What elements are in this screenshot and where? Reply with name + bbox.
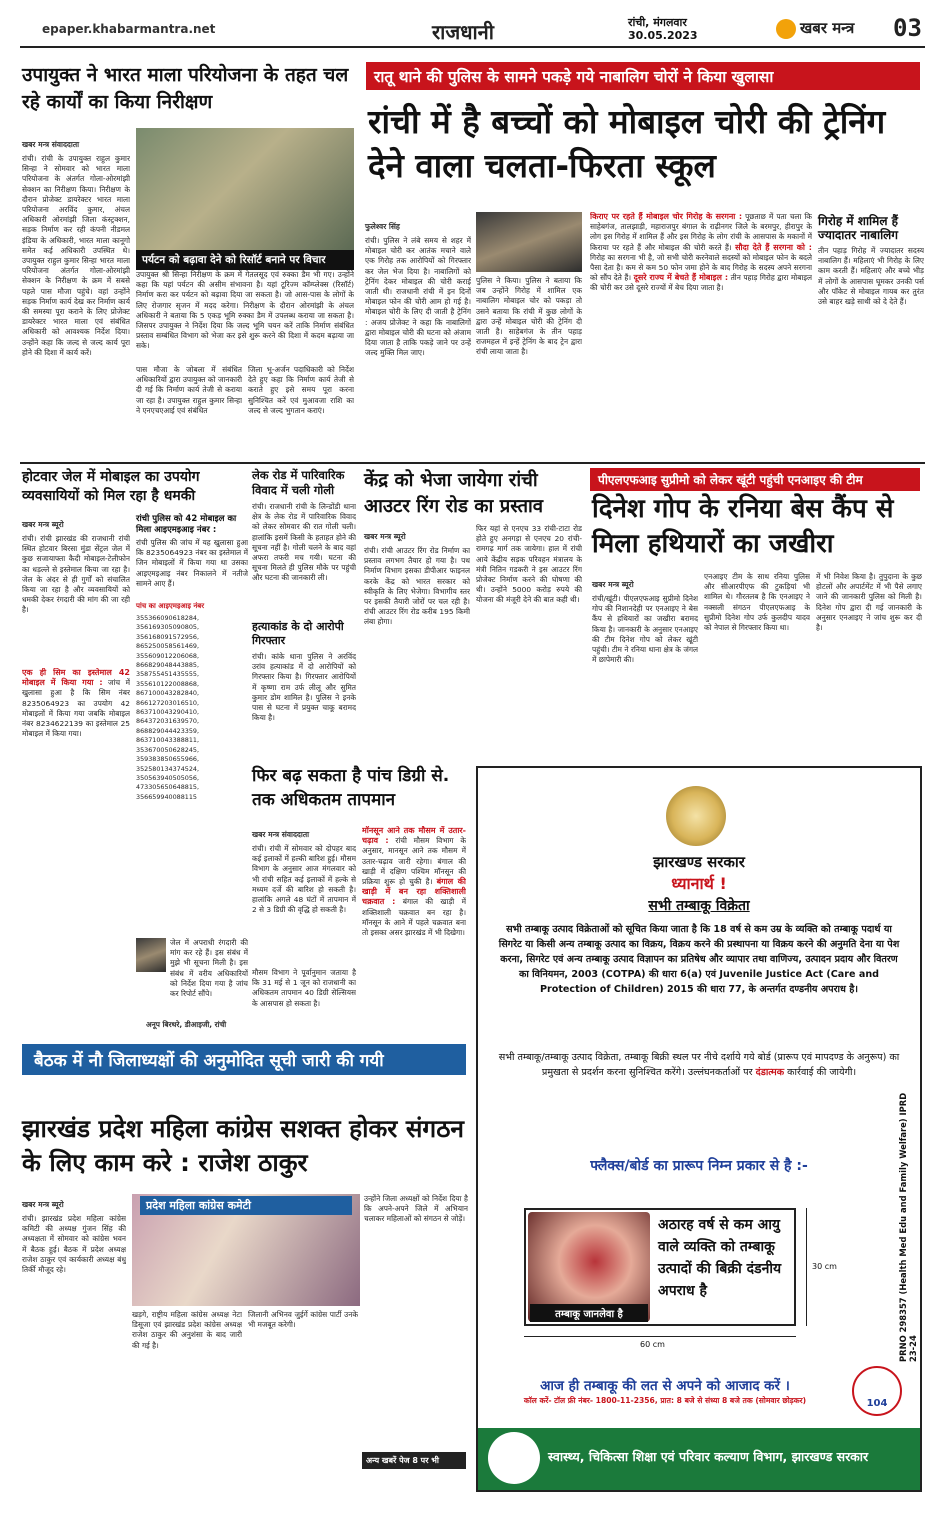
story3-body2: जांच में खुलासा हुआ है कि सिम नंबर 8235064923 का उपयोग 42 मोबाइलों में किया गया जबकि मोबाइल नंबर 8234622139 का इस्तेमाल 25 मोबाइल में किया गया। (22, 678, 130, 739)
story3-imei-list: 355366090618284, 356169305090805, 356168091572956, 865250058561469, 355609012206068, 866829048443885, 358755451435555, 355610122008868, 867100043282840, 866127203016510, 863710043290410, 864372031639570, 868829044423359, 863710043388811, 353670050628245, 359383850655966, 352580134374524, 350563940505056, 473305650648815, 356659940088115 (136, 614, 200, 801)
story7-col3-kicker: मॉनसून आने तक मौसम में उतार-चढ़ाव : (362, 826, 466, 846)
story4-body: रांची। राजधानी रांची के लिन्डोंडी थाना क्षेत्र के लेक रोड में पारिवारिक विवाद को लेकर सोमवार की रात गोली चली। हालांकि इसमें किसी के हताहत होने की सूचना नहीं है। गोली चलने के बाद वहां अफरा तफरी मच गयी। घटना की सूचना मिलते ही पुलिस मौके पर पहुंची और घटना की जानकारी ली। (252, 502, 356, 583)
story3-headline[interactable]: होटवार जेल में मोबाइल का उपयोग व्यवसायियों को मिल रहा है धमकी (22, 469, 200, 504)
story2-col3-kicker2: सौदा देते हैं सरगना को : (735, 242, 812, 252)
story3-body: रांची। रांची झारखंड की राजधानी रांची स्थित होटवार बिरसा मुंडा सेंट्रल जेल में कुछ सजायाफ्ता कैदी मोबाइल-टेलीफोन का धड़ल्ले से इस्तेमाल किया जा रहा है। जेल के अंदर से ही गुर्गों को संचालित किया जा रहा है और व्यवसायियों को धमकी देकर रंगदारी की मांग की जा रही है। (22, 534, 130, 615)
story3-byline: खबर मन्त्र ब्यूरो (22, 520, 64, 529)
story1-photo-caption: पर्यटन को बढ़ावा देने को रिसॉर्ट बनाने पर विचार (136, 250, 354, 270)
dateline (628, 16, 698, 42)
story8-body: रांची। झारखंड प्रदेश महिला कांग्रेस कमिटी की अध्यक्ष गुंजन सिंह की अध्यक्षता में सोमवार को कांग्रेस भवन में बैठक हुई। बैठक में प्रदेश अध्यक्ष राजेश ठाकुर एवं कार्यकारी अध्यक्ष बंधु तिर्की मौजूद रहे। (22, 1214, 126, 1275)
story2-headline[interactable]: रांची में है बच्चों को मोबाइल चोरी की ट्रेनिंग देने वाला चलता-फिरता स्कूल (368, 102, 886, 185)
story4-sub-headline: हत्याकांड के दो आरोपी गिरफ्तार (252, 620, 344, 647)
story6-col2: एनआइए टीम के साथ रनिया पुलिस और सीआरपीएफ की टुकड़ियां भी शामिल थे। गौरतलब है कि एनआइए ने नक्सली संगठन पीएलएफआइ के सुप्रीमो दिनेश गोप उर्फ कुलदीप यादव को नेपाल से गिरफ्तार किया था। (704, 572, 810, 633)
story5-byline: खबर मन्त्र ब्यूरो (364, 532, 406, 541)
story5-col2: फिर यहां से एनएच 33 रांची-टाटा रोड होते हुए अनगड़ा से एनएच 20 रांची-रामगढ़ मार्ग तक जायेगा। हाल में रांची आये केंद्रीय सड़क परिवहन मंत्रालय के मंत्री नितिन गडकरी ने इस आउटर रिंग प्रोजेक्ट निर्माण करने की घोषणा की थी। उन्होंने 5000 करोड़ रुपये की योजना की मंजूरी देने की बात कही थी। (476, 524, 582, 605)
story7-col1: रांची। रांची में सोमवार को दोपहर बाद कई इलाकों में हल्की बारिश हुई। मौसम विभाग के अनुसार आज मंगलवार को भी रांची सहित कई इलाकों में हल्के से मध्यम दर्जे की बारिश हो सकती है। हालांकि अगले 48 घंटों में तापमान में 2 से 3 डिग्री की वृद्धि हो सकती है। (252, 844, 356, 915)
story5-headline[interactable]: केंद्र को भेजा जायेगा रांची आउटर रिंग रोड का प्रस्ताव (364, 470, 544, 517)
story3-body2-wrap (22, 668, 130, 1048)
story3-box-body: रांची पुलिस की जांच में यह खुलासा हुआ कि 8235064923 नंबर का इस्तेमाल में जिन मोबाइलों में किया गया था उसका आइएमइआइ नंबर निकालने में नतीजे सामने आए हैं। (136, 538, 248, 588)
ad-prno: PRNO 298357 (Health Med Edu and Family Welfare) IPRD 23-24 (898, 1092, 918, 1362)
story8-photo-banner: प्रदेश महिला कांग्रेस कमेटी (140, 1196, 352, 1215)
story3-notice-sign: अनूप बिरथरे, डीआइजी, रांची (146, 1020, 227, 1029)
ad-dim-height-line (806, 1208, 807, 1326)
jharkhand-seal-icon (666, 786, 726, 846)
section-title: राजधानी (432, 20, 494, 44)
ad-dept: स्वास्थ्य, चिकित्सा शिक्षा एवं परिवार कल्याण विभाग, झारखण्ड सरकार (478, 1428, 920, 1490)
health-mission-logo-icon (488, 1432, 540, 1484)
ad-para2-red: दंडात्मक (755, 1067, 785, 1078)
ad-audience: सभी तम्बाकू विक्रेता (648, 898, 750, 914)
story2-side-body: तीन पहाड़ गिरोह में ज्यादातर सदस्य नाबालिग हैं। महिलाएं भी गिरोह के लिए काम करती हैं। महिलाएं और बच्चे भीड़ में लोगों के आसपास घूमकर उनकी पर्स और पॉकेट से मोबाइल गायब कर तुरंत उसे बाहर खड़े साथी को दे देते हैं। (818, 246, 924, 307)
ad-board-text: अठारह वर्ष से कम आयु वाले व्यक्ति को तम्बाकू उत्पादों की बिक्री दंडनीय अपराध है (658, 1217, 782, 1299)
story2-col3b-text: गिरोह का सरगना भी है, जो सभी चोरी करनेवाले सदस्यों को मोबाइल फोन के बदले पैसा देता है। कम से कम 50 फोन जमा होने के बाद गिरोह के सदस्य अपने सरगना को सौंप देते हैं। (590, 252, 812, 283)
story2-col2: पुलिस ने किया। पुलिस ने बताया कि जब उन्होंने गिरोह में शामिल एक नाबालिग मोबाइल चोर को पकड़ा तो उसने बताया कि रांची में कुछ लोगों के द्वारा उन्हें मोबाइल चोरी की ट्रेनिंग दी जाती है। साहेबगंज के तीन पहाड़ राजमहल में इन्हें ट्रेनिंग के बाद ट्रेन द्वारा रांची लाया जाता है। (476, 276, 582, 357)
story1-body3: पास मौजा के जोबला में संबंधित अधिकारियों द्वारा उपायुक्त को जानकारी दी गई कि निर्माण कार्य तेजी से कराया जा रहा है। उपायुक्त राहुल कुमार सिन्हा ने एनएचएआई एवं संबंधित (136, 365, 242, 415)
story4-sub-body: रांची। कांके थाना पुलिस ने अरविंद उरांव हत्याकांड में दो आरोपियों को गिरफ्तार किया है। गिरफ्तार आरोपियों में कृष्णा राम उर्फ लीलू और सुमित कुमार डोम शामिल है। पुलिस ने इनके पास से घटना में प्रयुक्त चाकू बरामद किया है। (252, 652, 356, 723)
ad-slogan: आज ही तम्बाकू की लत से अपने को आजाद करें । (540, 1378, 790, 1394)
story3-subhead: एक ही सिम का इस्तेमाल 42 मोबाइल में किया गया : (22, 668, 130, 688)
story6-headline[interactable]: दिनेश गोप के रनिया बेस कैंप से मिला हथियारों का जखीरा (592, 494, 894, 559)
story1-photo (136, 128, 354, 250)
story2-kicker: रातू थाने की पुलिस के सामने पकड़े गये नाबालिग चोरों ने किया खुलासा (366, 62, 920, 90)
story4-headline[interactable]: लेक रोड में पारिवारिक विवाद में चली गोली (252, 468, 345, 497)
story2-col3 (590, 212, 812, 458)
story1-headline[interactable]: उपायुक्त ने भारत माला परियोजना के तहत चल रहे कार्यों का किया निरीक्षण (22, 64, 349, 113)
site-url[interactable]: epaper.khabarmantra.net (42, 22, 216, 36)
ad-dim-width-line (524, 1336, 796, 1337)
story6-byline: खबर मन्त्र ब्यूरो (592, 580, 634, 589)
ad-board-tag: तम्बाकू जानलेवा है (530, 1304, 648, 1322)
ad-para1: सभी तम्बाकू उत्पाद विक्रेताओं को सूचित किया जाता है कि 18 वर्ष से कम उम्र के व्यक्ति को तम्बाकू पदार्थ या सिगरेट या किसी अन्य तम्बाकू उत्पाद का विक्रय, विक्रय करने की प्रस्थापना या विक्रय करने की अनुमति देना या पेश करना, सिगरेट एवं अन्य तम्बाकू उत्पाद विज्ञापन का प्रतिषेध और व्यापार तथा वाणिज्य, उत्पादन प्रदाय और वितरण का विनियमन, 2003 (COTPA) की धारा 6(a) एवं Juvenile Justice Act (Care and Protection of Children) 2015 की धारा 77, के अन्तर्गत दण्डनीय अपराध है। (498, 924, 900, 995)
issue-date: 30.05.2023 (628, 29, 698, 42)
story8-byline: खबर मन्त्र ब्यूरो (22, 1200, 64, 1209)
story3-box-head: रांची पुलिस को 42 मोबाइल का मिला आइएमइआइ नंबर : (136, 514, 237, 535)
ad-board-heading: फ्लैक्स/बोर्ड का प्रारूप निम्न प्रकार से है :- (590, 1158, 808, 1174)
story2-side-headline: गिरोह में शामिल हैं ज्यादातर नाबालिग (818, 214, 899, 242)
story3-imei-label: पांच का आइएमइआइ नंबर (136, 602, 205, 610)
story5-col1: रांची। रांची आउटर रिंग रोड निर्माण का प्रस्ताव लगभग तैयार हो गया है। पथ निर्माण विभाग इसका डीपीआर फाइनल करके केंद्र को भारत सरकार को स्वीकृति के लिए भेजेगा। विभागीय स्तर पर इसकी तैयारी जोरों पर चल रही है। रांची आउटर रिंग रोड करीब 195 किमी लंबा होगा। (364, 546, 470, 627)
story6-kicker: पीएलएफआइ सुप्रीमो को लेकर खूंटी पहुंची एनआइए की टीम (590, 468, 920, 491)
story1-body: रांची। रांची के उपायुक्त राहुल कुमार सिन्हा ने सोमवार को भारत माला परियोजना के अंतर्गत गोला-ओरमांझी सेक्शन का निरीक्षण किया। निरीक्षण के दौरान प्रोजेक्ट डायरेक्टर भारत माला परियोजना अरविंद कुमार, अंचल अधिकारी ओरमांझी जिला कंस्ट्रक्शन, सड़क निर्माण कर रही कंपनी नीडमल इंडिया के अधिकारी, भारत माला कानूगो समेत कई अधिकारी उपस्थित थे। उपायुक्त राहुल कुमार सिन्हा भारत माला परियोजना अंतर्गत गोला-ओरमांझी सेक्शन के निरीक्षण के क्रम में सबसे पहले पास मौजा पहुंचे। वहां उन्होंने सड़क निर्माण कार्य देख कर निर्माण कार्य की समस्या पूरा कराने के लिए प्रोजेक्ट डायरेक्टर भारत माला एवं संबंधित अधिकारी को आवश्यक निर्देश दिया। उन्होंने कहा कि जल्द से जल्द कार्य पूरा होने की दिशा में कार्य करें। (22, 154, 130, 357)
story1-body4: जिला भू-अर्जन पदाधिकारी को निर्देश देते हुए कहा कि निर्माण कार्य तेजी से कराते हुए इसे समय पूरा करना सुनिश्चित करें एवं मुआवजा राशि का जल्द से जल्द भुगतान कराएं। (248, 365, 354, 415)
helpline-icon (852, 1366, 902, 1416)
story7-byline: खबर मन्त्र संवाददाता (252, 830, 310, 839)
story7-col3 (362, 826, 466, 1032)
story2-col3-text: पूछताछ में पता चला कि साहेबगंज, तालझाड़ी, महाराजपुर बंगाल के राढ़ीनगर जिले के बरमपुर, हीरापुर के लोग इस गिरोह में शामिल हैं और इस गिरोह के लोग रांची के आसपास के मकानों में किराया पर रहते हैं और मोबाइल की चोरी करते हैं। (590, 212, 812, 252)
story6-col1: रांची/खूंटी। पीएलएफआइ सुप्रीमो दिनेश गोप की निशानदेही पर एनआइए ने बेस कैंप से हथियारों का जखीरा बरामद किया है। जानकारी के अनुसार एनआइए की टीम दिनेश गोप को लेकर खूंटी पहुंची। टीम ने रनिया थाना क्षेत्र के जंगल में छापेमारी की। (592, 594, 698, 665)
divider-1 (20, 462, 925, 464)
story7-col2: मौसम विभाग ने पूर्वानुमान जताया है कि 31 मई से 1 जून को राजधानी का अधिकतम तापमान 40 डिग्री सेल्सियस के आसपास हो सकता है। (252, 968, 356, 1008)
story7-col3-text: रांची मौसम विभाग के अनुसार, मानसून आने तक मौसम में उतार-चढ़ाव जारी रहेगा। बंगाल की खाड़ी में दक्षिण पश्चिम मॉनसून की प्रक्रिया शुरू हो चुकी है। (362, 836, 466, 887)
story2-col1: रांची। पुलिस ने लंबे समय से शहर में मोबाइल चोरी कर आतंक मचाने वाले एक गिरोह तक आरोपियों को गिरफ्तार कर जेल भेज दिया है। नाबालिगों को ट्रेनिंग देकर मोबाइल की चोरी कराई जाती थी। राजधानी रांची में इन दिनों मोबाइल फोन की चोरी आम हो गई है। मोबाइल चोरी के लिए दी जाती है ट्रेनिंग : अजय प्रोजेक्ट ने कहा कि नाबालिगों द्वारा मोबाइल चोरी की घटना को अंजाम दिया जाता है ताकि पकड़े जाने पर उन्हें जल्द मुक्ति मिल जाए। (365, 236, 471, 358)
story8-headline[interactable]: झारखंड प्रदेश महिला कांग्रेस सशक्त होकर संगठन के लिए काम करे : राजेश ठाकुर (22, 1114, 465, 1177)
story2-photo (476, 212, 582, 272)
brand-logo-icon (776, 19, 796, 39)
ad-para2-text: सभी तम्बाकू/तम्बाकू उत्पाद विक्रेता, तम्बाकू बिक्री स्थल पर नीचे दर्शाये गये बोर्ड (प्रारूप एवं मापदण्ड के अनुरूप) का प्रमुखता से प्रदर्शन करना सुनिश्चित करेंगे। उल्लंघनकर्ताओं पर (498, 1052, 900, 1078)
ad-attention: ध्यानार्थ ! (671, 874, 727, 893)
story7-col3-kicker2: बंगाल की खाड़ी में बन रहा शक्तिशाली चक्रवात : (362, 877, 466, 907)
story2-col3-kicker: किराए पर रहते हैं मोबाइल चोर गिरोह के सरगना : (590, 212, 743, 221)
page-number: 03 (893, 14, 922, 42)
story2-byline: फुलेश्वर सिंह (365, 222, 400, 231)
ad-govt: झारखण्ड सरकार (653, 853, 745, 871)
brand-name: खबर मन्त्र (800, 19, 855, 37)
meeting-banner: बैठक में नौ जिलाध्यक्षों की अनुमोदित सूची जारी की गयी (22, 1044, 466, 1075)
ad-para2-end: कार्रवाई की जायेगी। (787, 1067, 857, 1078)
helpline-number: 104 (866, 1398, 888, 1409)
story7-col3b-text: बंगाल की खाड़ी में शक्तिशाली चक्रवात बन रहा है। मॉनसून के आने में पहले चक्रवात बना तो इसका असर झारखंड में भी दिखेगा। (362, 897, 466, 938)
story8-col4: उन्होंने जिला अध्यक्षों को निर्देश दिया है कि अपने-अपने जिले में अभियान चलाकर महिलाओं को संगठन से जोड़ें। (364, 1194, 468, 1224)
story2-col3c-text: तीन पहाड़ गिरोह द्वारा मोबाइल की चोरी कर उसे दूसरे राज्यों में बेच दिया जाता है। (590, 273, 812, 293)
story7-headline[interactable]: फिर बढ़ सकता है पांच डिग्री से. तक अधिकतम तापमान (252, 766, 450, 810)
ad-quitline[interactable]: कॉल करें- टॉल फ्री नंबर- 1800-11-2356, प्रात: 8 बजे से संध्या 8 बजे तक (सोमवार छोड़कर) (523, 1396, 807, 1405)
ad-para2 (496, 1050, 902, 1080)
story8-col2: खड़गे, राष्ट्रीय महिला कांग्रेस अध्यक्ष नेटा डिसूजा एवं झारखंड प्रदेश कांग्रेस अध्यक्ष राजेश ठाकुर की अनुशंसा के बाद जारी की गई है। (132, 1310, 242, 1350)
ad-dim-height: 30 cm (812, 1262, 837, 1271)
story1-body2: उपायुक्त श्री सिन्हा निरीक्षण के क्रम में गेतलसूद एवं रुक्का डैम भी गए। उन्होंने कहा कि यहां पर्यटन की असीम संभावना है। यहां टूरिज्म कॉम्प्लेक्स (रिसॉर्ट) निर्माण करा कर पर्यटन को बढ़ावा दिया जा सकता है। जो आस-पास के लोगों के लिए रोजगार सृजन में मदद करेगा। निरीक्षण के दौरान ओरमांझी के अंचल अधिकारी ने बताया कि 5 एकड़ भूमि रुक्का डैम में उपलब्ध कराया जा सकता है। जिसपर उपायुक्त ने निर्देश दिया कि जल्द भूमि चयन करें ताकि निर्माण संबंधित प्रस्ताव सम्बंधित विभाग को भेजा कर इसे शुरू करने की दिशा में कदम बढ़ाया जा सके। (136, 270, 354, 351)
story3-dig-photo (136, 938, 166, 972)
story1-byline: खबर मन्त्र संवाददाता (22, 140, 80, 149)
city-day: रांची, मंगलवार (628, 16, 687, 29)
story3-notice: जेल में अपराधी रंगदारी की मांग कर रहे हैं। इस संबंध में मुझे भी सूचना मिली है। इस संबंध में वरीय अधिकारियों को निर्देश दिया गया है जांच कर रिपोर्ट सौंपे। (170, 938, 248, 999)
story8-col3: जिलानी अभिनव जुईर्गे कांग्रेस पार्टी उनके भी मजबूत करेगी। (248, 1310, 358, 1330)
story6-col3: में भी निवेश किया है। तुपुदाना के कुछ होटलों और अपार्टमेंट में भी पैसे लगाए जाने की जानकारी पुलिस को मिली है। दिनेश गोप द्वारा दी गई जानकारी के अनुसार एनआइए ने जांच शुरू कर दी है। (816, 572, 922, 633)
continued-note[interactable]: अन्य खबरें पेज 8 पर भी (362, 1452, 466, 1469)
ad-dim-width: 60 cm (640, 1340, 665, 1349)
brand-logo (776, 18, 854, 39)
story2-col3-kicker3: दूसरे राज्य में बेचते हैं मोबाइल : (633, 273, 729, 283)
